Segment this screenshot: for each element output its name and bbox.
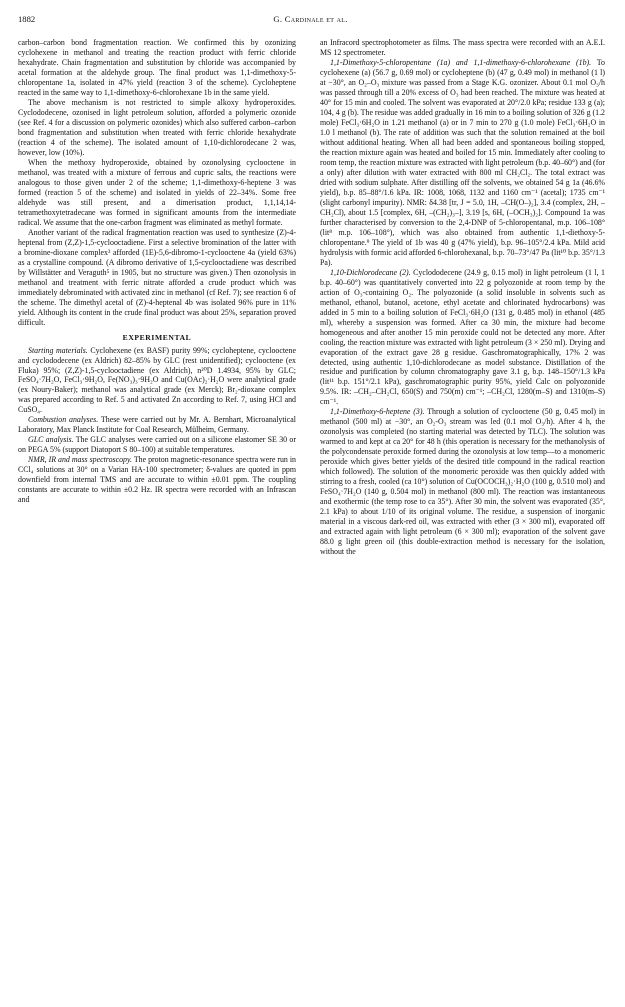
paragraph-text: The proton magnetic-resonance spectra were run in CCl₄ solutions at 30° on a Varian HA-100 spectrometer; δ-values are quoted in ppm downfield from internal TMS and are accurate to within ±0.01 ppm. The coupling constants are accurate to within ±0.2 Hz. IR spectra were recorded with an Infrascan and — [18, 455, 296, 505]
procedure-text: To cyclohexene (a) (56.7 g, 0.69 mol) or cycloheptene (b) (47 g, 0.49 mol) in methanol (1 l) at −30°, an O₂–O₃ mixture was passed from a Stage K.G. ozonizer. About 0.1 mol O₃/h was passed through till a 20% excess of O₃ had been reached. The mixture was heated at 40° for 15 min and cooled. The solvent was evaporated at 20°/2.0 kPa; residue 133 g (a); 104, 4 g (b). The residue was added gradually in 16 min to a boiling solution of 326 g (1.2 mole) FeCl₃·6H₂O in 1.21 methanol (a) or in 7 min to 270 g (1.0 mole) FeCl₃·6H₂O in 1.0 l methanol (b). The rate of addition was such that the solution remained at the boil without additional heating. When all had been added and spontaneous boiling stopped, the reaction mixture again was heated and boiled for 15 min. Immediately after cooling to room temp, the reaction mixture was extracted with light petroleum (b.p. 40–60°) and (for a only) after dilution with water extracted with 800 ml CH₂Cl₂. The total extract was dried with sodium sulphate. After distilling off the solvents, we obtained 54 g 1a (46.6% yield), b.p. 85–88°/1.6 kPa. IR: 1008, 1068, 1132 and 1160 cm⁻¹ (acetal); 1735 cm⁻¹ (slight carbonyl impurity). NMR: δ4.38 [tr, J = 5.0, 1H, –CH(O–)₂], 3.4 (complex, 2H, –CH₂Cl), about 1.5 [complex, 6H, –(CH₂)₃–], 3.19 [s, 6H, (–OCH₃)₂]. Compound 1a was further characterised by conversion to the 2,4-DNP of 5-chloropentanal, m.p. 106–108° (lit⁸ m.p. 106–108°), which was also obtained from authentic 1,1-diethoxy-5-chloropentane.⁹ The yield of 1b was 40 g (47% yield), b.p. 96–105°/2.4 kPa. Mild acid hydrolysis with formic acid afforded 6-chlorohexanal, b.p. 70–73°/47 Pa (lit¹⁰ b.p. 35°/1.3 Pa). — [320, 57, 605, 267]
body-paragraph: Another variant of the radical fragmentation reaction was used to synthesize (Z)-4-heptenal from (Z,Z)-1,5-cyclooctadiene. First a selective bromination of the latter with a bromine-dioxane complex³ afforded (1E)-5,6-dibromo-1-cyclooctene 4a (yield 63%) as a crystalline compound. (A dibromo derivative of 1,5-cyclooctadiene was described by Willstätter and Veraguth⁵ in 1905, but no structure was given.) Then ozonolysis in methanol and treatment with ferric nitrate afforded a crude product which was immediately debrominated with activated zinc in methanol (cf Ref. 7); see reaction 6 of the scheme. The dimethyl acetal of (Z)-4-heptenal 4b was isolated 96% pure in 11% yield. Although its content in the crude final product was about 25%, separation proved difficult. — [18, 227, 296, 327]
procedure-title: 1,1-Dimethoxy-5-chloropentane (1a) and 1,1-dimethoxy-6-chlorohexane (1b). — [330, 57, 592, 67]
experimental-paragraph — [18, 455, 296, 505]
page-header — [18, 14, 603, 28]
running-head: G. Cardinale et al. — [273, 14, 348, 24]
body-paragraph: carbon–carbon bond fragmentation reaction. We confirmed this by ozonizing cyclohexene in methanol and treating the reaction product with ferric chloride hexahydrate. Chain fragmentation and substitution by chloride was accompanied by acetal formation at the aldehyde group. The final product was 1,1-dimethoxy-5-chloropentane 1a, isolated in 47% yield (reaction 3 of the scheme). Cycloheptene reacted in the same way to 1,1-dimethoxy-6-chlorohexane 1b in the same yield. — [18, 38, 296, 97]
procedure-title: 1,1-Dimethoxy-6-heptene (3). — [330, 407, 425, 417]
right-column — [320, 38, 605, 557]
procedure-title: 1,10-Dichlorodecane (2). — [330, 267, 411, 277]
body-paragraph: When the methoxy hydroperoxide, obtained by ozonolysing cyclooctene in methanol, was treated with a mixture of ferrous and cupric salts, the reactions were analogous to those given under 2 of the scheme; 1,1-dimethoxy-6-heptene 3 was formed (reaction 5 of the scheme) and isolated in yields of 22–34%. Some free aldehyde was still present, and a dimerisation product, 1,1,14,14-tetramethoxytetradecane was formed in significant amounts from the intermediate radical. We assume that the one-carbon fragment was eliminated as methyl formate. — [18, 157, 296, 227]
paragraph-lead: Combustion analyses. — [28, 415, 99, 425]
experimental-paragraph — [18, 435, 296, 455]
paragraph-text: Cyclohexene (ex BASF) purity 99%; cycloheptene, cyclooctene and cyclododecene (ex Aldrich) 82–85% by GLC (rest unidentified); cyclooctene (ex Fluka) 95%; (Z,Z)-1,5-cyclooctadiene (ex Aldrich), n²⁰D 1.4934, 95% by GLC; FeSO₄·7H₂O, FeCl₃·9H₂O, Fe(NO₃)₃·9H₂O and Cu(OAc)₂·H₂O were analytical grade (ex Noury-Baker); methanol was analytical grade (ex Merck); Br₂-dioxane complex was prepared according to Ref. 5 and activated Zn according to Ref. 7, using HCl and CuSO₄. — [18, 345, 297, 415]
experimental-paragraph — [18, 346, 296, 416]
procedure-paragraph — [320, 58, 605, 268]
experimental-paragraph — [18, 415, 296, 435]
paragraph-lead: GLC analysis. — [28, 435, 74, 445]
page-number: 1882 — [18, 14, 36, 24]
procedure-text: Cyclododecene (24.9 g, 0.15 mol) in light petroleum (1 l, 1 b.p. 40–60°) was quantitatively converted into 22 g polyozonide at room temp by the action of O₃-containing O₂. The polyozonide (a solid insoluble in solvents such as methanol, ethanol, butanol, acetone, ethyl acetate and chlorinated hydrocarbons) was added in 5 min to a boiling solution of FeCl₃·6H₂O (131 g, 0.485 mol) in ethanol (485 ml), whereby a suspension was formed. After ca 30 min, the mixture had become homogeneous and after another 15 min peroxide could not be detected any more. After cooling, the reaction mixture was extracted with light petroleum (3 × 250 ml). Drying and evaporation of the extract gave 28 g residue. Gaschromatographically, 17% 2 was detected, using authentic 1,10-dichlorodecane as model substance. Distillation of the residue and purification by column chromatography gave 3.1 g, b.p. 148–150°/1.3 kPa (lit¹¹ b.p. 151°/2.1 kPa), gaschromatographic purity 95%, yield Calc on polyozonide 9.5%. IR: –CH₂–CH₂Cl, 650(S) and 750(m) cm⁻¹; –CH₂Cl, 1280(m–S) and 1310(m–S) cm⁻¹. — [320, 267, 605, 407]
paragraph-text: The GLC analyses were carried out on a silicone elastomer SE 30 or on PEGA 5% (support Diatoport S 80–100) at suitable temperatures. — [18, 435, 296, 455]
paragraph-text: These were carried out by Mr. A. Bernhart, Microanalytical Laboratory, Max Planck Institute for Coal Research, Mülheim, Germany. — [18, 415, 297, 435]
section-heading: EXPERIMENTAL — [122, 332, 192, 342]
procedure-text: Through a solution of cyclooctene (50 g, 0.45 mol) in methanol (500 ml) at −30°, an O₂-O₃ stream was led (0.1 mol O₃/h). After 4 h, the ozonolysis was completed (no starting material was detected by TLC). The solution was warmed to and kept at ca 20° for 48 h (this operation is necessary for the methanolysis of the polycondensate peroxide formed during the ozonolysis at low temp—to a monomeric peroxide which gives better yields of the desired title compound in the radical reaction which followed). The solution of the monomeric peroxide was then quickly added with stirring to a fresh, cooled (ca 10°) solution of Cu(OCOCH₃)₂·H₂O (100 g, 0.510 mol) and FeSO₄·7H₂O (140 g, 0.504 mol) in methanol (800 ml). The reaction was instantaneous and exothermic (the temp rose to ca 35°). After 30 min, the solvent was evaporated (35°, 2.1 kPa) to about 1/10 of its original volume. The residue, a suspension of inorganic material in a viscous dark-red oil, was extracted with ether (3 × 300 ml), evaporated off and extracted again with light petroleum (6 × 300 ml); evaporation of the solvent gave 88.0 g light green oil (this double-extraction method is necessary for the isolation, without the — [320, 407, 605, 557]
paragraph-lead: NMR, IR and mass spectroscopy. — [28, 455, 133, 465]
paragraph-lead: Starting materials. — [28, 345, 88, 355]
procedure-paragraph — [320, 407, 605, 557]
body-paragraph: The above mechanism is not restricted to simple alkoxy hydroperoxides. Cyclododecene, ozonised in light petroleum solution, afforded a polymeric ozonide (see Ref. 4 for a discussion on polymeric ozonides) which also suffered carbon–carbon bond fragmentation and substitution when treated with ferric chloride hexahydrate (reaction 4 of the scheme). The isolated amount of 1,10-dichlorodecane 2 was, however, low (10%). — [18, 97, 296, 157]
procedure-paragraph — [320, 268, 605, 408]
body-paragraph: an Infracord spectrophotometer as films. The mass spectra were recorded with an A.E.I. MS 12 spectrometer. — [320, 38, 605, 57]
left-column — [18, 38, 296, 505]
